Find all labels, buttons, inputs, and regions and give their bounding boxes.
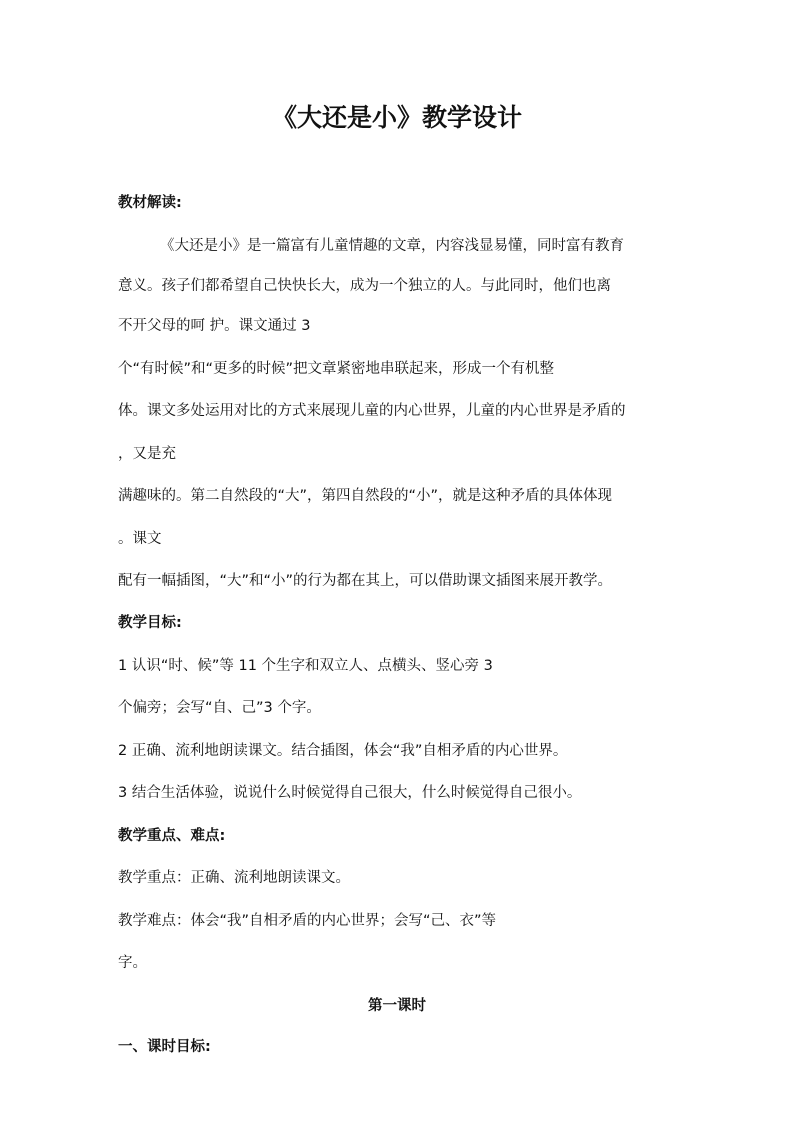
paragraph-line: 意义。孩子们都希望自己快快长大，成为一个独立的人。与此同时，他们也离 xyxy=(118,278,611,294)
list-item: 2 正确、流利地朗读课文。结合插图，体会“我”自相矛盾的内心世界。 xyxy=(118,743,568,759)
paragraph-line: 教学难点：体会“我”自相矛盾的内心世界；会写“己、衣”等 xyxy=(118,913,497,929)
section-heading-zhongnan: 教学重点、难点: xyxy=(118,828,226,844)
paragraph-line: 满趣味的。第二自然段的“大”，第四自然段的“小”，就是这种矛盾的具体体现 xyxy=(118,488,613,504)
section-heading-keshi: 一、课时目标: xyxy=(118,1039,211,1055)
paragraph-line: 教学重点：正确、流利地朗读课文。 xyxy=(118,870,350,886)
paragraph-line: 字。 xyxy=(118,955,147,971)
paragraph-line: 体。课文多处运用对比的方式来展现儿童的内心世界，儿童的内心世界是矛盾的 xyxy=(118,403,626,419)
paragraph-line: ，又是充 xyxy=(118,446,176,462)
document-title: 《大还是小》教学设计 xyxy=(271,103,522,132)
list-item: 3 结合生活体验，说说什么时候觉得自己很大，什么时候觉得自己很小。 xyxy=(118,785,582,801)
lesson-heading: 第一课时 xyxy=(368,998,426,1014)
paragraph-line: 个“有时候”和“更多的时候”把文章紧密地串联起来，形成一个有机整 xyxy=(118,361,555,377)
list-item: 个偏旁；会写“自、己”3 个字。 xyxy=(118,700,321,716)
section-heading-jiaocai: 教材解读: xyxy=(118,195,182,211)
paragraph-line: 《大还是小》是一篇富有儿童情趣的文章，内容浅显易懂，同时富有教育 xyxy=(160,238,624,254)
paragraph-line: 不开父母的呵 护。课文通过 3 xyxy=(118,318,311,334)
list-item: 1 认识“时、候”等 11 个生字和双立人、点横头、竖心旁 3 xyxy=(118,658,493,674)
paragraph-line: 配有一幅插图，“大”和“小”的行为都在其上，可以借助课文插图来展开教学。 xyxy=(118,573,613,589)
section-heading-mubiao: 教学目标: xyxy=(118,615,182,631)
paragraph-line: 。课文 xyxy=(118,531,162,547)
